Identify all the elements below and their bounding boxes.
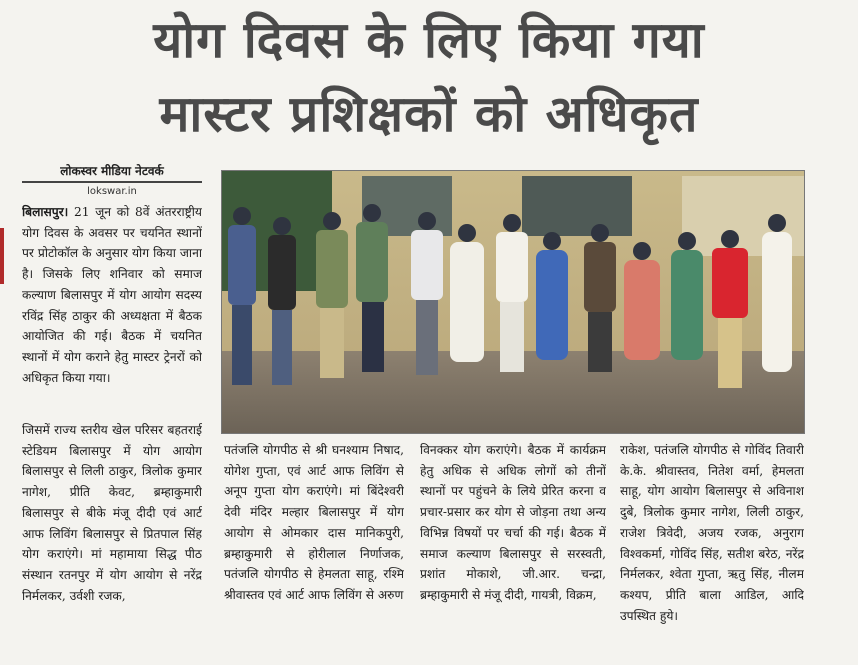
byline: लोकस्वर मीडिया नेटवर्क (22, 162, 202, 183)
column-1-continued-text: जिसमें राज्य स्तरीय खेल परिसर बहतराई स्टेडियम बिलासपुर में योग आयोग बिलासपुर से लिली ठाकुर, त्रिलोक कुमार नागेश, प्रीति केवट, ब्रम्हाकुमारी बिलासपुर से बीके मंजू दीदी एवं आर्ट आफ लिविंग बिलासपुर से प्रितपाल सिंह योग कराएंगे। मां महामाया सिद्ध पीठ संस्थान रतनपुर में योग आयोग से नरेंद्र निर्मलकर, उर्वशी रजक, (22, 423, 202, 603)
headline-line-1: योग दिवस के लिए किया गया (153, 11, 705, 69)
site-name: lokswar.in (87, 186, 137, 197)
column-2-text: पतंजलि योगपीठ से श्री घनश्याम निषाद, योगेश गुप्ता, एवं आर्ट आफ लिविंग से अनूप गुप्ता योग कराएंगे। मां बिंदेश्वरी देवी मंदिर मल्हार बिलासपुर में योग आयोग से ओमकार दास मानिकपुरी, ब्रम्हाकुमारी से होरीलाल निर्णाजक, पतंजलि योगपीठ से हेमलता साहू, रश्मि श्रीवास्तव एवं आर्ट आफ लिविंग से अरुण (224, 443, 404, 602)
article-column-3 (420, 440, 606, 644)
group-photo (221, 170, 805, 434)
group-photo-icon (222, 171, 804, 433)
column-3-text: विनक्कर योग कराएंगे। बैठक में कार्यक्रम हेतु अधिक से अधिक लोगों को तीनों स्थानों पर पहुंचने के लिये प्रेरित करना व प्रचार-प्रसार कर योग से जोड़ना तथा अन्य विभिन्न विषयों पर चर्चा की गई। बैठक में समाज कल्याण बिलासपुर से सरस्वती, प्रशांत मोकाशे, जी.आर. चन्द्रा, ब्रम्हाकुमारी से मंजू दीदी, गायत्री, विक्रम, (420, 443, 606, 602)
column-1-text: 21 जून को 8वें अंतरराष्ट्रीय योग दिवस के अवसर पर चयनित स्थानों पर प्रोटोकॉल के अनुसार योग किया जाना है। जिसके लिए शनिवार को समाज कल्याण बिलासपुर में योग आयोग सदस्य रविंद्र सिंह ठाकुर की अध्यक्षता में बैठक आयोजित की गई। बैठक में चयनित स्थानों में योग कराने हेतु मास्टर ट्रेनरों को अधिकृत किया गया। (22, 205, 202, 385)
article-column-1-continued (22, 420, 202, 644)
article-column-2 (224, 440, 404, 644)
headline-line-2: मास्टर प्रशिक्षकों को अधिकृत (159, 85, 699, 143)
dateline-city: बिलासपुर। (22, 205, 69, 219)
page-edge-marker (0, 228, 4, 284)
article-column-1 (22, 202, 202, 412)
column-4-text: राकेश, पतंजलि योगपीठ से गोविंद तिवारी के.के. श्रीवास्तव, नितेश वर्मा, हेमलता साहू, योग आयोग बिलासपुर से अविनाश दुबे, त्रिलोक कुमार नागेश, लिली ठाकुर, राजेश त्रिवेदी, अजय रजक, अनुराग विश्वकर्मा, गोविंद सिंह, सतीश बरेठ, नरेंद्र निर्मलकर, श्वेता गुप्ता, ऋतु सिंह, नीलम कश्यप, प्रीति बाला आडिल, आदि उपस्थित हुये। (620, 443, 804, 623)
article-column-4 (620, 440, 804, 644)
